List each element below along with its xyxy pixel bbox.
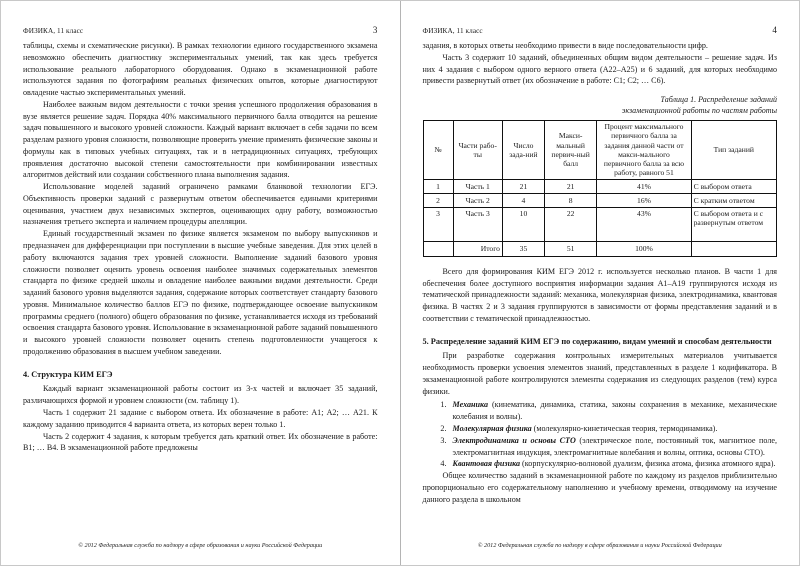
table-body xyxy=(423,179,777,256)
paragraph: Использование моделей заданий ограничено рамками бланковой технологии ЕГЭ. Объективность проверки заданий с развернутым ответом обеспечивается едиными критериями оценивания, участием двух независимых экспертов, оценивающих одну работу, возможностью назначения третьего эксперта и наличием процедуры апелляции. xyxy=(23,182,378,227)
table-header-row xyxy=(423,120,777,179)
table-row xyxy=(423,179,777,193)
cell-type: С выбором ответа xyxy=(691,179,776,193)
running-head-right xyxy=(423,25,778,35)
cell-count: 35 xyxy=(502,241,544,256)
paragraph: таблицы, схемы и схематические рисунки). В рамках технологии единого государственного экзамена невозможно обеспечить диагностику экспериментальных умений, так как здесь требуется использование реального лабораторного оборудования. Однако в экзаменационной работе используются задания по фотографиям реальных физических опытов, которые диагностируют овладение частью экспериментальных умений. xyxy=(23,41,378,98)
topic-details: (электрическое поле, постоянный ток, магнитное поле, электромагнитная индукция, электромагнитные колебания и волны, оптика, основы СТО). xyxy=(452,435,777,457)
paragraph: При разработке содержания контрольных измерительных материалов учитывается необходимость проверки усвоения элементов знаний, представленных в разделе 1 кодификатора. В экзаменационной работе контролируются элементы содержания из следующих разделов (тем) курса физики. xyxy=(422,351,777,396)
topic-details: (кинематика, динамика, статика, законы сохранения в механике, механические колебания и волны). xyxy=(452,400,777,422)
cell-part: Часть 1 xyxy=(453,179,502,193)
column-header-score: Макси-мальный первич-ный балл xyxy=(544,120,596,179)
topic-name: Квантовая физика xyxy=(452,459,521,469)
section-heading: 5. Распределение заданий КИМ ЕГЭ по содержанию, видам умений и способам деятельности xyxy=(422,336,772,346)
paragraph: Единый государственный экзамен по физике является экзаменом по выбору выпускников и предназначен для дифференциации при поступлении в высшие учебные заведения. Для этих целей в работу включаются задания трех уровней сложности. Выполнение заданий базового уровня сложности позволяет оценить уровень освоения наиболее значимых содержательных элементов стандарта по физике средней школы и овладение наиболее важными видами деятельности. Среди заданий базового уровня выделяются задания, содержание которых соответствует стандарту базового уровня. Минимальное количество баллов ЕГЭ по физике, подтверждающее освоение выпускником программы среднего (полного) общего образования по физике, устанавливается исходя из требований освоения стандарта базового уровня. Использование в экзаменационной работе заданий повышенного и высокого уровней сложности позволяет оценить степень подготовленности учащегося к продолжению образования в высшем учебном заведении. xyxy=(23,229,378,356)
page-footer-left xyxy=(1,542,400,549)
topic-name: Механика xyxy=(452,400,488,410)
list-item xyxy=(449,399,778,423)
topic-name: Электродинамика и основы СТО xyxy=(452,435,576,445)
topic-details: (молекулярно-кинетическая теория, термодинамика). xyxy=(531,423,718,433)
cell-total-label: Итого xyxy=(453,241,502,256)
column-header-part: Части рабо-ты xyxy=(453,120,502,179)
cell-score: 8 xyxy=(544,193,596,207)
column-header-count: Число зада-ний xyxy=(502,120,544,179)
footer-text: © 2012 Федеральная служба по надзору в сфере образования и науки Российской Федерации xyxy=(78,542,323,549)
list-item xyxy=(449,423,778,435)
cell-type xyxy=(691,241,776,256)
cell-percent: 16% xyxy=(597,193,691,207)
paragraph: Часть 2 содержит 4 задания, к которым требуется дать краткий ответ. Их обозначение в работе: В1; … В4. В экзаменационной работе предложены xyxy=(23,431,378,453)
paragraph: Часть 3 содержит 10 заданий, объединенных общим видом деятельности – решение задач. Из них 4 задания с выбором одного верного ответа (А22–А25) и 6 заданий, для которых необходимо привести развернутый ответ (их обозначение в работе: С1; С2; … С6). xyxy=(422,52,777,86)
paragraph: Каждый вариант экзаменационной работы состоит из 3-х частей и включает 35 заданий, различающихся формой и уровнем сложности (см. таблицу 1). xyxy=(23,384,378,406)
page-footer-right xyxy=(401,542,800,549)
page-number-left: 3 xyxy=(372,25,378,35)
list-item xyxy=(449,435,778,459)
page-right xyxy=(401,1,800,565)
paragraph: Наиболее важным видом деятельности с точки зрения успешного продолжения образования в вузе является решение задач. Порядка 40% максимального первичного балла отводится на решение задач повышенного и высокого уровней сложности. Каждый вариант включает в себя задачи по всем разделам разного уровня сложности, позволяющие проверить умение применять физические законы и формулы как в типовых учебных ситуациях, так и в нетрадиционных ситуациях, требующих проявления достаточно высокой степени самостоятельности при комбинировании известных алгоритмов действий или создании собственного плана выполнения задания. xyxy=(23,99,378,180)
section-heading: 4. Структура КИМ ЕГЭ xyxy=(23,369,113,379)
table-caption-line2: экзаменационной работы по частям работы xyxy=(621,106,777,116)
cell-score: 51 xyxy=(544,241,596,256)
running-head-left xyxy=(23,25,378,35)
cell-percent: 41% xyxy=(597,179,691,193)
cell-percent: 43% xyxy=(597,207,691,241)
column-header-type: Тип заданий xyxy=(691,120,776,179)
cell-percent: 100% xyxy=(597,241,691,256)
cell-type: С выбором ответа и с развернутым ответом xyxy=(691,207,776,241)
table-caption xyxy=(423,94,778,117)
running-head-title: ФИЗИКА, 11 класс xyxy=(23,27,84,35)
table-header xyxy=(423,120,777,179)
cell-number: 3 xyxy=(423,207,453,241)
list-item xyxy=(449,458,778,470)
table-row xyxy=(423,207,777,241)
cell-number xyxy=(423,241,453,256)
cell-count: 21 xyxy=(502,179,544,193)
cell-number: 1 xyxy=(423,179,453,193)
cell-score: 22 xyxy=(544,207,596,241)
topics-list xyxy=(423,399,778,470)
topic-name: Молекулярная физика xyxy=(452,423,532,433)
page-left xyxy=(1,1,401,565)
cell-type: С кратким ответом xyxy=(691,193,776,207)
cell-count: 4 xyxy=(502,193,544,207)
task-distribution-table xyxy=(423,120,778,257)
paragraph: Общее количество заданий в экзаменационной работе по каждому из разделов приблизительно пропорционально его содержательному наполнению и учебному времени, отводимому на изучение данного раздела в школьном xyxy=(422,471,777,504)
table-total-row xyxy=(423,241,777,256)
topic-details: (корпускулярно-волновой дуализм, физика атома, физика атомного ядра). xyxy=(520,459,776,469)
cell-count: 10 xyxy=(502,207,544,241)
cell-number: 2 xyxy=(423,193,453,207)
footer-text: © 2012 Федеральная служба по надзору в сфере образования и науки Российской Федерации xyxy=(477,542,722,549)
paragraph: задания, в которых ответы необходимо привести в виде последовательности цифр. xyxy=(422,41,708,50)
cell-score: 21 xyxy=(544,179,596,193)
cell-part: Часть 2 xyxy=(453,193,502,207)
column-header-number: № xyxy=(423,120,453,179)
table-caption-line1: Таблица 1. Распределение заданий xyxy=(660,95,777,105)
table-row xyxy=(423,193,777,207)
paragraph: Всего для формирования КИМ ЕГЭ 2012 г. используется несколько планов. В части 1 для обеспечения более доступного восприятия информации задания А1–А19 группируются исходя из тематической принадлежности заданий: механика, молекулярная физика, электродинамика, квантовая физика. В частях 2 и 3 задания группируются в зависимости от формы представления заданий и в соответствии с тематической принадлежностью. xyxy=(422,266,777,323)
cell-part: Часть 3 xyxy=(453,207,502,241)
page-number-right: 4 xyxy=(772,25,777,35)
paragraph: Часть 1 содержит 21 задание с выбором ответа. Их обозначение в работе: А1; А2; … А21. К каждому заданию приводится 4 варианта ответа, из которых верен только 1. xyxy=(23,407,378,429)
running-head-title: ФИЗИКА, 11 класс xyxy=(422,27,483,35)
column-header-percent: Процент максимального первичного балла за задания данной части от макси-мального первичного балла за всю работу, равного 51 xyxy=(597,120,691,179)
